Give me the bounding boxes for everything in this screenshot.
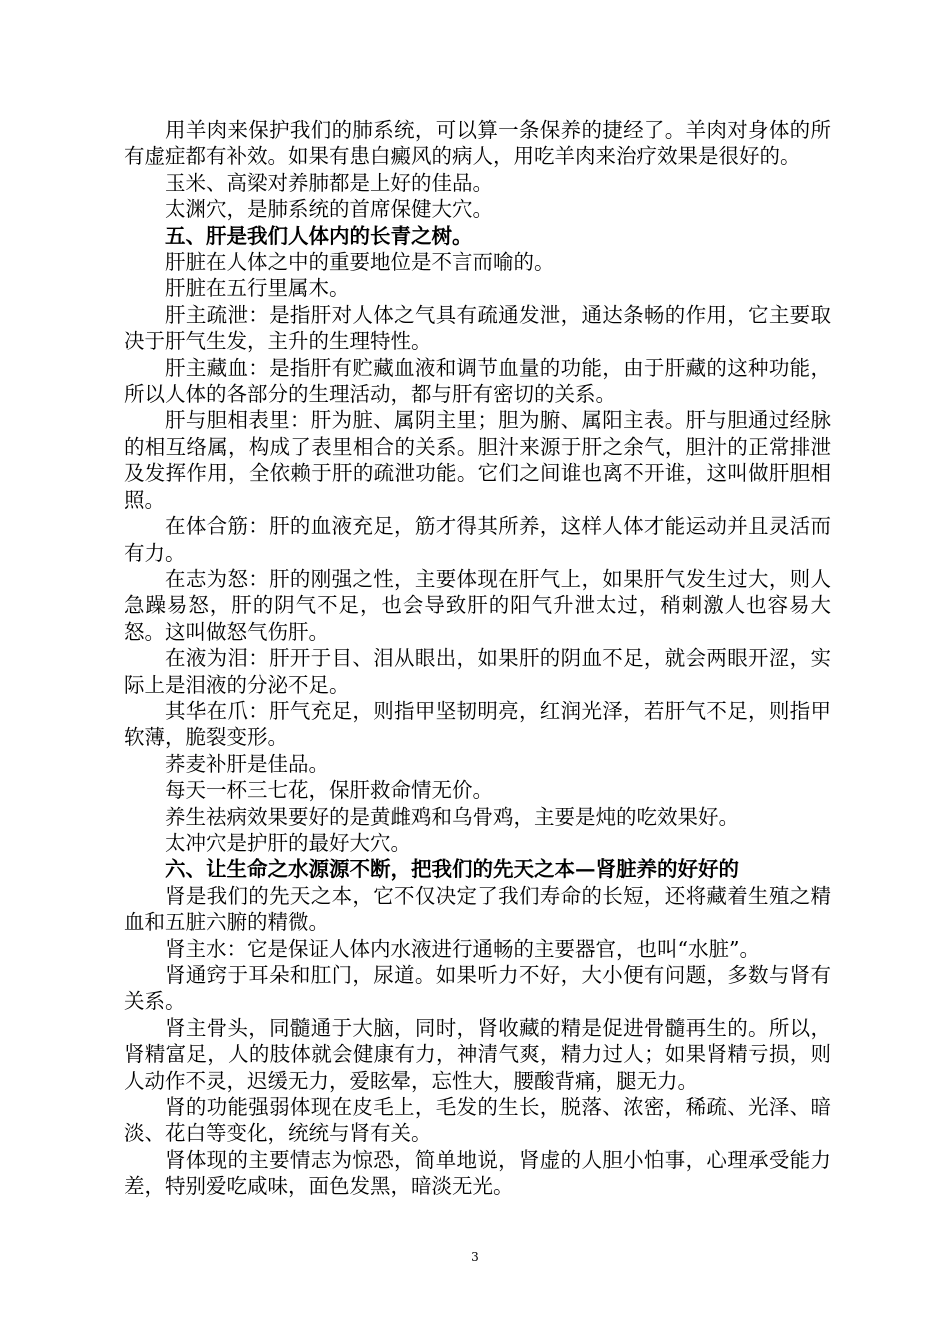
page-number: 3 [471, 1250, 479, 1264]
paragraph: 在体合筋：肝的血液充足，筋才得其所养，这样人体才能运动并且灵活而有力。 [124, 514, 831, 565]
paragraph: 太冲穴是护肝的最好大穴。 [165, 830, 411, 855]
paragraph: 用羊肉来保护我们的肺系统，可以算一条保养的捷经了。羊肉对身体的所有虚症都有补效。如果有患白癜风的病人，用吃羊肉来治疗效果是很好的。 [124, 118, 831, 169]
paragraph: 肾的功能强弱体现在皮毛上，毛发的生长，脱落、浓密，稀疏、光泽、暗淡、花白等变化，统统与肾有关。 [124, 1095, 831, 1146]
document-body [124, 117, 831, 1200]
paragraph: 在志为怒：肝的刚强之性，主要体现在肝气上，如果肝气发生过大，则人急躁易怒，肝的阴气不足，也会导致肝的阳气升泄太过，稍刺激人也容易大怒。这叫做怒气伤肝。 [124, 566, 831, 644]
paragraph: 肝主藏血：是指肝有贮藏血液和调节血量的功能，由于肝藏的这种功能，所以人体的各部分的生理活动，都与肝有密切的关系。 [124, 355, 831, 407]
section-heading: 五、肝是我们人体内的长青之树。 [165, 223, 473, 248]
paragraph: 肾是我们的先天之本，它不仅决定了我们寿命的长短，还将藏着生殖之精血和五脏六腑的精微。 [124, 883, 831, 935]
paragraph: 荞麦补肝是佳品。 [165, 751, 329, 776]
paragraph: 在液为泪：肝开于目、泪从眼出，如果肝的阴血不足，就会两眼开涩，实际上是泪液的分泌不足。 [124, 646, 831, 697]
paragraph: 肝与胆相表里：肝为脏、属阴主里；胆为腑、属阳主表。肝与胆通过经脉的相互络属，构成了表里相合的关系。胆汁来源于肝之余气，胆汁的正常排泄及发挥作用，全依赖于肝的疏泄功能。它们之间谁也离不开谁，这叫做肝胆相照。 [124, 408, 831, 512]
paragraph: 养生祛病效果要好的是黄雌鸡和乌骨鸡，主要是炖的吃效果好。 [165, 804, 739, 829]
section-heading: 六、让生命之水源源不断，把我们的先天之本—肾脏养的好好的 [165, 857, 739, 882]
paragraph: 肝主疏泄：是指肝对人体之气具有疏通发泄，通达条畅的作用，它主要取决于肝气生发，主升的生理特性。 [124, 302, 831, 354]
paragraph: 肾主骨头，同髓通于大脑，同时，肾收藏的精是促进骨髓再生的。所以，肾精富足，人的肢体就会健康有力，神清气爽，精力过人；如果肾精亏损，则人动作不灵，迟缓无力，爱眩晕，忘性大，腰酸背痛，腿无力。 [124, 1015, 831, 1093]
paragraph: 肾主水：它是保证人体内水液进行通畅的主要器官，也叫“水脏”。 [165, 936, 760, 961]
paragraph: 其华在爪：肝气充足，则指甲坚韧明亮，红润光泽，若肝气不足，则指甲软薄，脆裂变形。 [124, 698, 831, 750]
paragraph: 肾通窍于耳朵和肛门，尿道。如果听力不好，大小便有问题，多数与肾有关系。 [124, 963, 831, 1014]
paragraph: 玉米、高梁对养肺都是上好的佳品。 [165, 170, 493, 195]
paragraph: 肾体现的主要情志为惊恐，简单地说，肾虚的人胆小怕事，心理承受能力差，特别爱吃咸味，面色发黑，暗淡无光。 [124, 1147, 831, 1199]
paragraph: 每天一杯三七花，保肝救命情无价。 [165, 778, 493, 803]
paragraph: 肝脏在人体之中的重要地位是不言而喻的。 [165, 250, 555, 275]
paragraph: 肝脏在五行里属木。 [165, 276, 350, 301]
paragraph: 太渊穴，是肺系统的首席保健大穴。 [165, 197, 493, 222]
